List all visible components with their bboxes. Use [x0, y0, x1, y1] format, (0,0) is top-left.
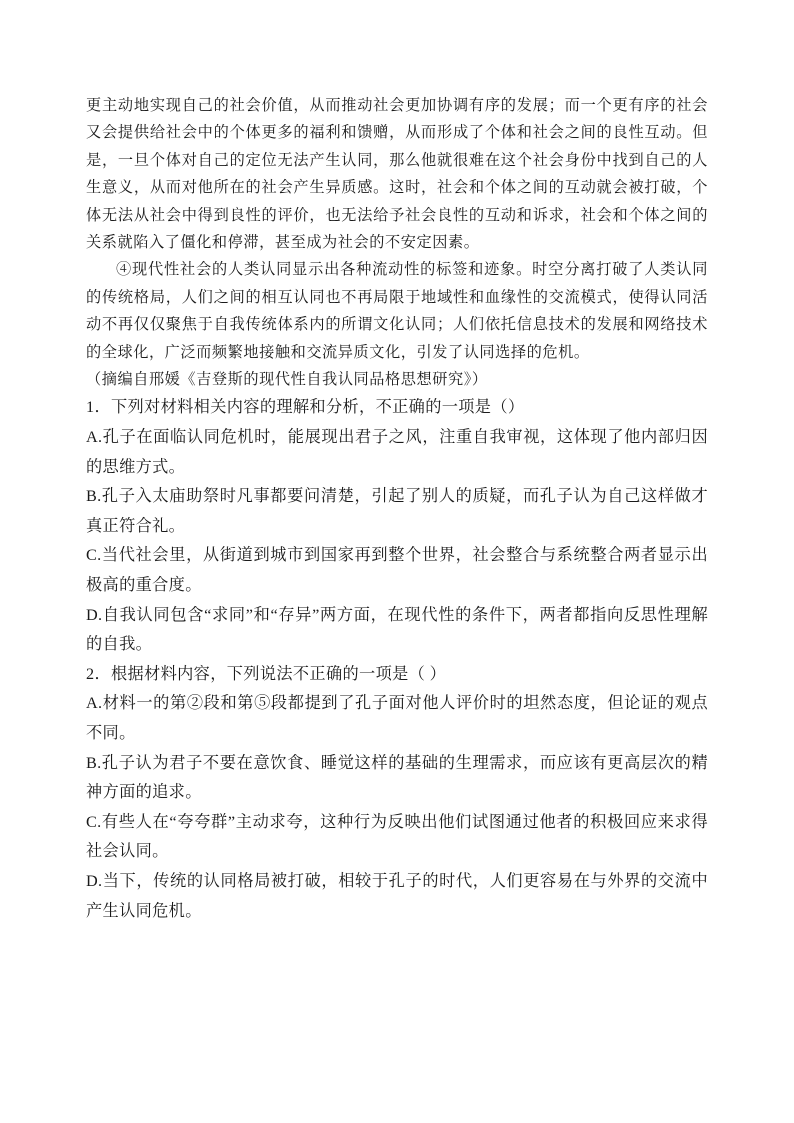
question-2 — [86, 660, 708, 926]
option-a: A.孔子在面临认同危机时，能展现出君子之风，注重自我审视，这体现了他内部归因的思维方式。 — [86, 428, 708, 476]
passage-paragraph-2: ④现代性社会的人类认同显示出各种流动性的标签和迹象。时空分离打破了人类认同的传统格局，人们之间的相互认同也不再局限于地域性和血缘性的交流模式，使得认同活动不再仅仅聚焦于自我传统体系内的所谓文化认同；人们依托信息技术的发展和网络技术的全球化，广泛而频繁地接触和交流异质文化，引发了认同选择的危机。 — [86, 260, 708, 361]
question-1 — [86, 393, 708, 659]
option-a: A.材料一的第②段和第⑤段都提到了孔子面对他人评价时的坦然态度，但论证的观点不同。 — [86, 694, 708, 742]
option-c: C.有些人在“夸夸群”主动求夸，这种行为反映出他们试图通过他者的积极回应来求得社会认同。 — [86, 812, 708, 861]
option-b: B.孔子认为君子不要在意饮食、睡觉这样的基础的生理需求，而应该有更高层次的精神方面的追求。 — [86, 753, 708, 802]
passage-source-citation: （摘编自邢媛《吉登斯的现代性自我认同品格思想研究》） — [86, 370, 488, 389]
reading-passage — [86, 92, 708, 393]
passage-paragraph-1: 更主动地实现自己的社会价值，从而推动社会更加协调有序的发展；而一个更有序的社会又会提供给社会中的个体更多的福利和馈赠，从而形成了个体和社会之间的良性互动。但是，一旦个体对自己的定位无法产生认同，那么他就很难在这个社会身份中找到自己的人生意义，从而对他所在的社会产生异质感。这时，社会和个体之间的互动就会被打破，个体无法从社会中得到良性的评价，也无法给予社会良性的互动和诉求，社会和个体之间的关系就陷入了僵化和停滞，甚至成为社会的不安定因素。 — [86, 96, 708, 252]
question-stem: 2．根据材料内容，下列说法不正确的一项是（ ） — [86, 664, 447, 683]
option-d: D.当下，传统的认同格局被打破，相较于孔子的时代，人们更容易在与外界的交流中产生认同危机。 — [86, 871, 708, 920]
option-b: B.孔子入太庙助祭时凡事都要问清楚，引起了别人的质疑，而孔子认为自己这样做才真正符合礼。 — [86, 487, 708, 535]
document-page — [86, 92, 708, 926]
option-d: D.自我认同包含“求同”和“存异”两方面，在现代性的条件下，两者都指向反思性理解的自我。 — [86, 605, 708, 654]
question-stem: 1．下列对材料相关内容的理解和分析，不正确的一项是（） — [86, 398, 525, 417]
option-c: C.当代社会里，从街道到城市到国家再到整个世界，社会整合与系统整合两者显示出极高的重合度。 — [86, 546, 708, 595]
